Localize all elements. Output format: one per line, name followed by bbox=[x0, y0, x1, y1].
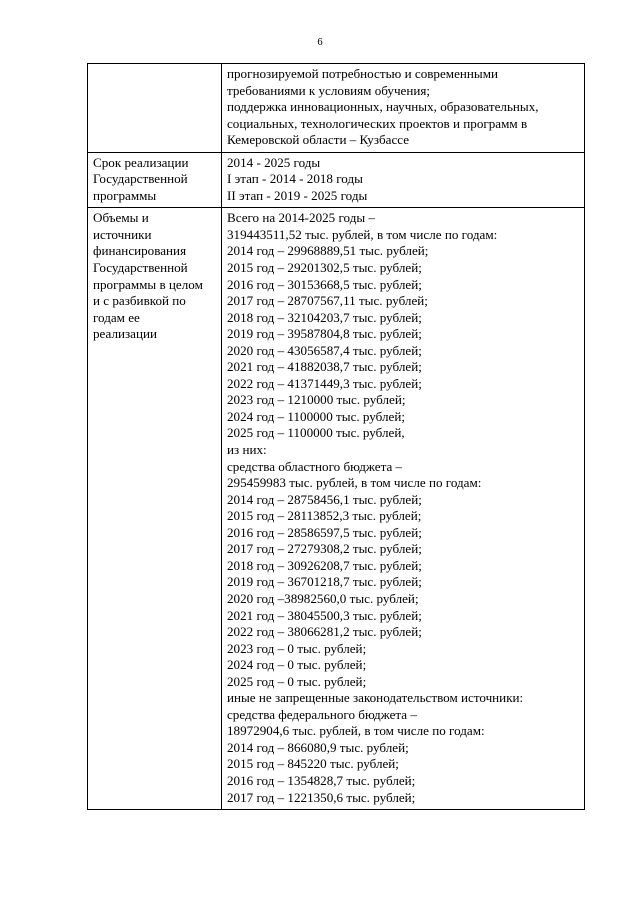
value-line: 2018 год – 30926208,7 тыс. рублей; bbox=[227, 557, 422, 573]
value-line: 2022 год – 38066281,2 тыс. рублей; bbox=[227, 624, 422, 640]
row-label-cell bbox=[88, 64, 222, 153]
table-row bbox=[88, 152, 585, 208]
label-line: финансирования bbox=[93, 243, 187, 259]
value-line: Всего на 2014-2025 годы – bbox=[227, 210, 375, 226]
program-passport-table bbox=[87, 63, 585, 810]
label-line: реализации bbox=[93, 326, 157, 342]
label-line: Государственной bbox=[93, 171, 188, 187]
value-line: 2016 год – 30153668,5 тыс. рублей; bbox=[227, 276, 422, 292]
value-line: прогнозируемой потребностью и современными bbox=[227, 66, 498, 81]
value-line: из них: bbox=[227, 442, 267, 458]
value-line: 2024 год – 0 тыс. рублей; bbox=[227, 657, 367, 673]
value-line: 2016 год – 1354828,7 тыс. рублей; bbox=[227, 772, 416, 788]
value-line: 2021 год – 38045500,3 тыс. рублей; bbox=[227, 607, 422, 623]
label-line: источники bbox=[93, 226, 152, 242]
value-line: 2019 год – 36701218,7 тыс. рублей; bbox=[227, 574, 422, 590]
row-value-cell bbox=[222, 64, 585, 153]
value-line: 295459983 тыс. рублей, в том числе по годам: bbox=[227, 475, 482, 491]
value-line: 2022 год – 41371449,3 тыс. рублей; bbox=[227, 375, 422, 391]
value-line: 2014 - 2025 годы bbox=[227, 154, 321, 170]
value-line: требованиями к условиям обучения; bbox=[227, 82, 431, 98]
value-line: 2025 год – 1100000 тыс. рублей, bbox=[227, 425, 405, 441]
value-line: 2017 год – 1221350,6 тыс. рублей; bbox=[227, 789, 416, 805]
row-value-cell bbox=[222, 208, 585, 810]
label-line: программы в целом bbox=[93, 276, 203, 292]
value-line: иные не запрещенные законодательством источники: bbox=[227, 690, 524, 706]
value-line: 2015 год – 845220 тыс. рублей; bbox=[227, 756, 399, 772]
value-line: II этап - 2019 - 2025 годы bbox=[227, 187, 368, 203]
value-line: 2015 год – 29201302,5 тыс. рублей; bbox=[227, 260, 422, 276]
value-line: 18972904,6 тыс. рублей, в том числе по годам: bbox=[227, 723, 485, 739]
label-line: и с разбивкой по bbox=[93, 293, 186, 309]
label-line: Государственной bbox=[93, 260, 188, 276]
label-line: Срок реализации bbox=[93, 154, 189, 170]
value-line: 2023 год – 1210000 тыс. рублей; bbox=[227, 392, 406, 408]
value-line: 2014 год – 28758456,1 тыс. рублей; bbox=[227, 491, 422, 507]
value-line: 2017 год – 28707567,11 тыс. рублей; bbox=[227, 293, 428, 309]
row-value-cell bbox=[222, 152, 585, 208]
table-row bbox=[88, 208, 585, 810]
value-line: 2019 год – 39587804,8 тыс. рублей; bbox=[227, 326, 422, 342]
label-line: программы bbox=[93, 187, 157, 203]
value-line: 2020 год –38982560,0 тыс. рублей; bbox=[227, 590, 419, 606]
label-line: Объемы и bbox=[93, 210, 149, 226]
value-line: 2025 год – 0 тыс. рублей; bbox=[227, 673, 367, 689]
value-line: средства областного бюджета – bbox=[227, 458, 403, 474]
value-line: 2023 год – 0 тыс. рублей; bbox=[227, 640, 367, 656]
value-line: социальных, технологических проектов и программ в bbox=[227, 115, 528, 131]
value-line: 2014 год – 866080,9 тыс. рублей; bbox=[227, 739, 409, 755]
value-line: средства федерального бюджета – bbox=[227, 706, 417, 722]
value-line: 2017 год – 27279308,2 тыс. рублей; bbox=[227, 541, 422, 557]
value-line: 319443511,52 тыс. рублей, в том числе по годам: bbox=[227, 226, 498, 242]
table-row bbox=[88, 64, 585, 153]
value-line: 2024 год – 1100000 тыс. рублей; bbox=[227, 408, 405, 424]
value-line: 2015 год – 28113852,3 тыс. рублей; bbox=[227, 508, 422, 524]
value-line: 2021 год – 41882038,7 тыс. рублей; bbox=[227, 359, 422, 375]
value-line: 2018 год – 32104203,7 тыс. рублей; bbox=[227, 309, 422, 325]
value-line: 2020 год – 43056587,4 тыс. рублей; bbox=[227, 342, 422, 358]
row-label-cell bbox=[88, 208, 222, 810]
page-number: 6 bbox=[317, 37, 323, 48]
value-line: поддержка инновационных, научных, образовательных, bbox=[227, 99, 539, 115]
value-line: 2014 год – 29968889,51 тыс. рублей; bbox=[227, 243, 429, 259]
label-line: годам ее bbox=[93, 309, 140, 325]
row-label-cell bbox=[88, 152, 222, 208]
value-line: 2016 год – 28586597,5 тыс. рублей; bbox=[227, 524, 422, 540]
value-line: I этап - 2014 - 2018 годы bbox=[227, 171, 363, 187]
value-line: Кемеровской области – Кузбассе bbox=[227, 132, 410, 148]
